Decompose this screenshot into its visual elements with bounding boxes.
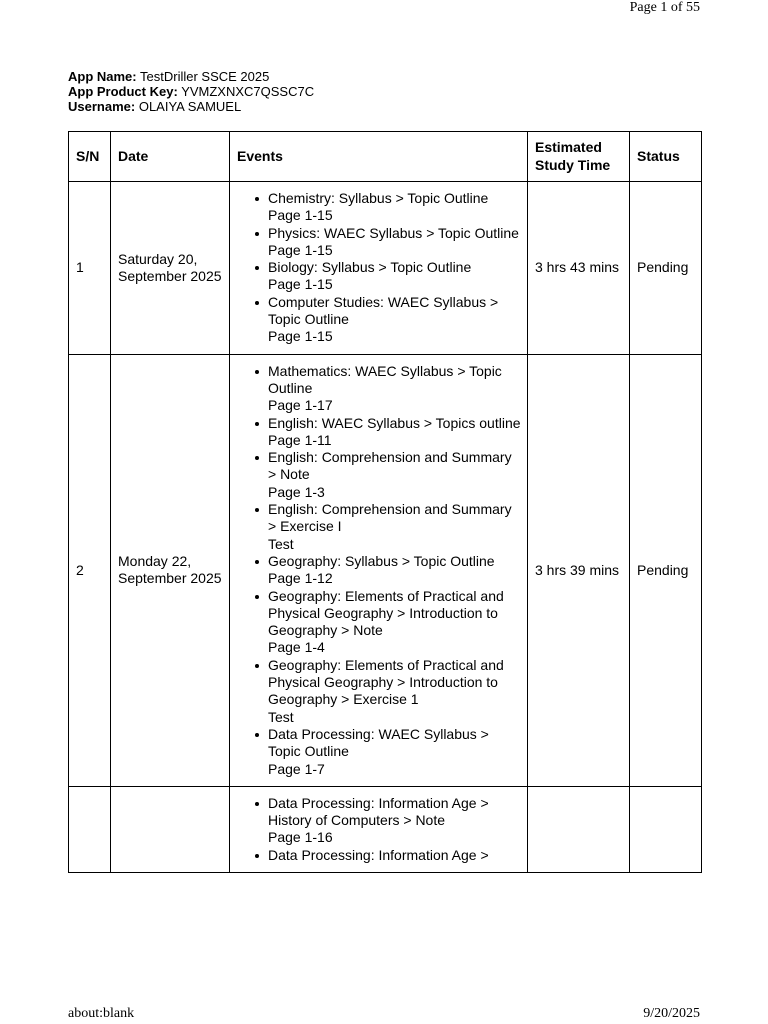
event-item [268,415,521,450]
row-events [230,786,528,872]
header-sn: S/N [69,132,111,182]
event-detail: Page 1-17 [268,397,333,414]
row-date [111,786,230,872]
schedule-table [68,131,702,873]
event-title: Biology: Syllabus > Topic Outline [268,259,472,276]
event-item [268,294,521,346]
row-date: Monday 22, September 2025 [111,354,230,786]
event-title: Geography: Elements of Practical and Physical Geography > Introduction to Geography > Exercise 1 [268,656,504,708]
app-name-line [68,69,314,84]
event-item [268,588,521,657]
row-sn [69,786,111,872]
event-item [268,501,521,553]
event-detail: Page 1-12 [268,570,333,587]
app-name-value: TestDriller SSCE 2025 [140,69,270,84]
row-status: Pending [630,182,702,355]
event-item [268,363,521,415]
header-status: Status [630,132,702,182]
row-status: Pending [630,354,702,786]
row-date: Saturday 20, September 2025 [111,182,230,355]
page-number: Page 1 of 55 [629,0,700,15]
event-detail: Page 1-11 [268,431,332,448]
event-title: English: WAEC Syllabus > Topics outline [268,414,521,431]
event-detail: Test [268,535,294,552]
event-detail: Page 1-15 [268,328,333,345]
event-title: English: Comprehension and Summary > Note [268,449,512,483]
event-title: Chemistry: Syllabus > Topic Outline [268,190,489,206]
username-label: Username: [68,99,136,114]
table-row [69,786,702,872]
event-item [268,259,521,294]
event-detail: Page 1-15 [268,207,333,224]
event-item [268,190,521,225]
event-item [268,795,521,847]
product-key-line [68,84,314,99]
event-title: English: Comprehension and Summary > Exercise I [268,501,512,535]
table-header-row [69,132,702,182]
event-title: Mathematics: WAEC Syllabus > Topic Outline [268,362,502,396]
events-list [230,795,521,864]
row-sn: 2 [69,354,111,786]
event-item [268,225,521,260]
event-detail: Page 1-3 [268,483,325,500]
schedule-table-container [68,131,702,956]
event-detail: Page 1-4 [268,639,325,656]
product-key-label: App Product Key: [68,84,178,99]
table-body [69,182,702,873]
event-title: Computer Studies: WAEC Syllabus > Topic Outline [268,293,499,328]
event-title: Data Processing: Information Age > [268,846,489,863]
row-study-time: 3 hrs 43 mins [528,182,630,355]
event-item [268,449,521,501]
row-study-time [528,786,630,872]
footer-date: 9/20/2025 [643,1006,700,1021]
header-study-time: Estimated Study Time [528,132,630,182]
event-title: Geography: Syllabus > Topic Outline [268,552,495,569]
event-detail: Page 1-15 [268,241,333,258]
row-events [230,354,528,786]
username-value: OLAIYA SAMUEL [138,99,242,114]
table-row [69,354,702,786]
event-item [268,847,521,864]
event-title: Data Processing: WAEC Syllabus > Topic Outline [268,725,489,760]
event-item [268,726,521,778]
event-item [268,553,521,588]
event-title: Physics: WAEC Syllabus > Topic Outline [268,224,519,241]
row-events [230,182,528,355]
event-detail: Page 1-16 [268,829,333,846]
row-study-time: 3 hrs 39 mins [528,354,630,786]
event-title: Geography: Elements of Practical and Physical Geography > Introduction to Geography > Note [268,587,504,639]
event-item [268,657,521,726]
event-detail: Test [268,708,294,725]
row-status [630,786,702,872]
table-row [69,182,702,355]
app-info [68,69,314,114]
header-date: Date [111,132,230,182]
row-sn: 1 [69,182,111,355]
event-title: Data Processing: Information Age > History of Computers > Note [268,794,489,829]
username-line [68,99,314,114]
event-detail: Page 1-7 [268,760,325,777]
header-events: Events [230,132,528,182]
events-list [230,363,521,778]
events-list [230,190,521,346]
product-key-value: YVMZXNXC7QSSC7C [181,84,315,99]
app-name-label: App Name: [68,69,137,84]
footer-url: about:blank [68,1006,135,1021]
event-detail: Page 1-15 [268,276,333,293]
